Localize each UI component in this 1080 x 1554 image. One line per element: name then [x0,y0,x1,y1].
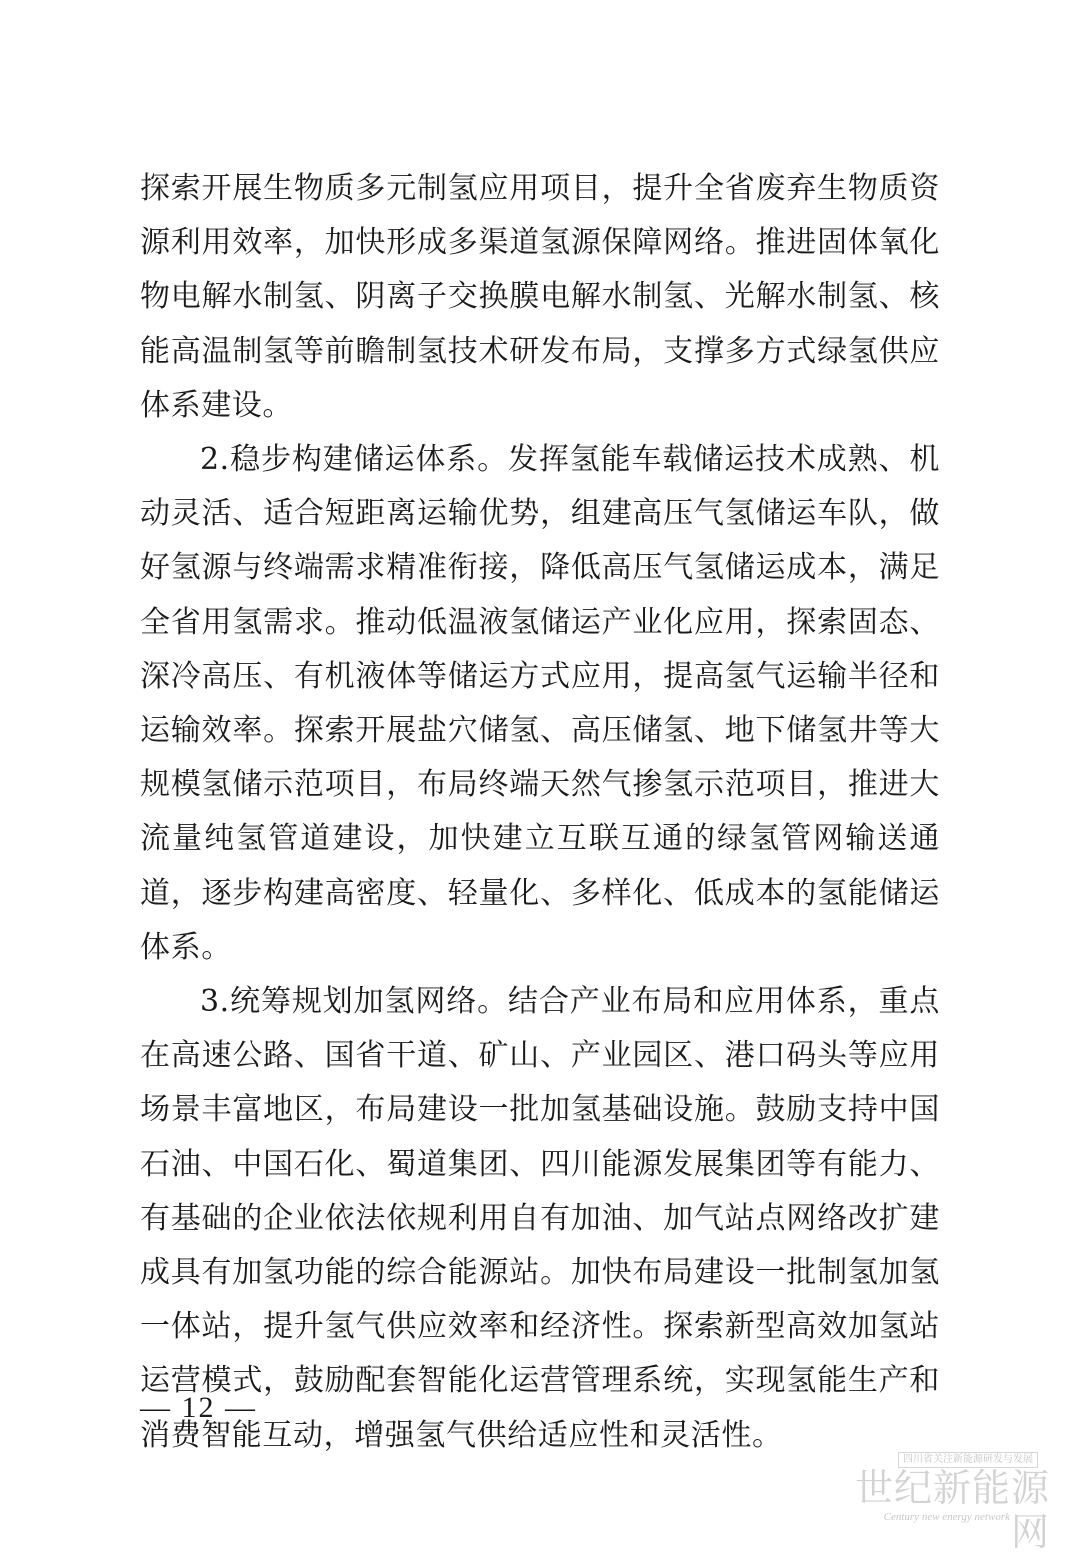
document-body [140,162,940,1463]
watermark-tag: 四川省关注新能源研发与发展 [898,1452,1038,1468]
paragraph-storage-transport: 2.稳步构建储运体系。发挥氢能车载储运技术成熟、机动灵活、适合短距离运输优势，组建高压气氢储运车队，做好氢源与终端需求精准衔接，降低高压气氢储运成本，满足全省用氢需求。推动低温液氢储运产业化应用，探索固态、深冷高压、有机液体等储运方式应用，提高氢气运输半径和运输效率。探索开展盐穴储氢、高压储氢、地下储氢井等大规模氢储示范项目，布局终端天然气掺氢示范项目，推进大流量纯氢管道建设，加快建立互联互通的绿氢管网输送通道，逐步构建高密度、轻量化、多样化、低成本的氢能储运体系。 [140,442,940,965]
page-number: — 12 — [140,1391,257,1424]
watermark-english: Century new energy network [883,1511,1010,1523]
paragraph-refueling-network: 3.统筹规划加氢网络。结合产业布局和应用体系，重点在高速公路、国省干道、矿山、产业园区、港口码头等应用场景丰富地区，布局建设一批加氢基础设施。鼓励支持中国石油、中国石化、蜀道集团、四川能源发展集团等有能力、有基础的企业依法依规利用自有加油、加气站点网络改扩建成具有加氢功能的综合能源站。加快布局建设一批制氢加氢一体站，提升氢气供应效率和经济性。探索新型高效加氢站运营模式，鼓励配套智能化运营管理系统，实现氢能生产和消费智能互动，增强氢气供给适应性和灵活性。 [140,984,940,1453]
paragraph-biomass-hydrogen: 探索开展生物质多元制氢应用项目，提升全省废弃生物质资源利用效率，加快形成多渠道氢源保障网络。推进固体氧化物电解水制氢、阴离子交换膜电解水制氢、光解水制氢、核能高温制氢等前瞻制氢技术研发布局，支撑多方式绿氢供应体系建设。 [140,171,940,423]
watermark-name: 世纪新能源网 [854,1466,1050,1554]
watermark [850,1452,1050,1554]
